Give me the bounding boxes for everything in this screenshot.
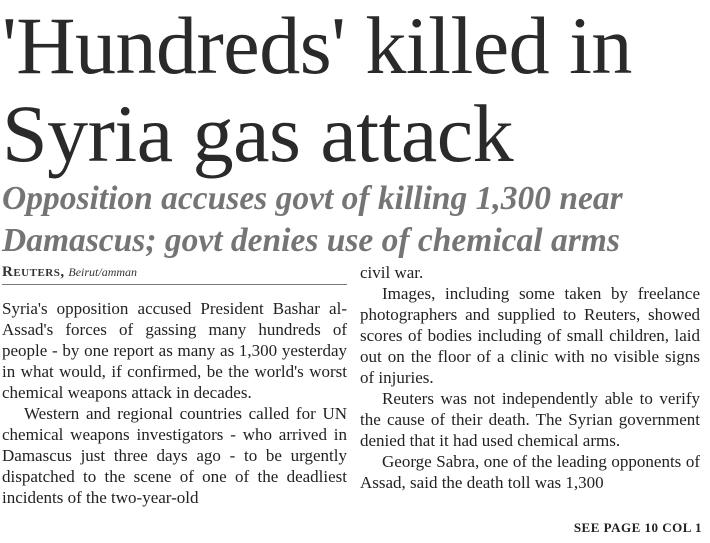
- byline: [2, 264, 347, 285]
- article-column-1: [2, 298, 347, 508]
- subheadline-line-2: Damascus; govt denies use of chemical arms: [2, 222, 620, 259]
- byline-place: Beirut/amman: [68, 265, 138, 279]
- headline-line-2: Syria gas attack: [2, 88, 514, 179]
- byline-agency: Reuters,: [2, 264, 65, 280]
- paragraph: Images, including some taken by freelance photographers and supplied to Reuters, showed scores of bodies including of small children, laid out on the floor of a clinic with no visible signs of injuries.: [360, 284, 700, 387]
- continuation-note: SEE PAGE 10 COL 1: [573, 520, 702, 535]
- subheadline: [2, 178, 708, 262]
- subheadline-line-1: Opposition accuses govt of killing 1,300 near: [2, 180, 623, 217]
- paragraph: George Sabra, one of the leading opponents of Assad, said the death toll was 1,300: [360, 452, 700, 492]
- paragraph: Reuters was not independently able to verify the cause of their death. The Syrian government denied that it had used chemical arms.: [360, 389, 700, 450]
- article-column-2: [360, 262, 700, 493]
- headline: [2, 2, 708, 178]
- headline-line-1: 'Hundreds' killed in: [2, 0, 632, 91]
- paragraph: Western and regional countries called for UN chemical weapons investigators - who arrived in Damascus just three days ago - to be urgently dispatched to the scene of one of the deadliest incidents of the two-year-old: [2, 404, 347, 507]
- paragraph: civil war.: [360, 263, 424, 282]
- paragraph: Syria's opposition accused President Bashar al-Assad's forces of gassing many hundreds of people - by one report as many as 1,300 yesterday in what would, if confirmed, be the world's worst chemical weapons attack in decades.: [2, 299, 347, 402]
